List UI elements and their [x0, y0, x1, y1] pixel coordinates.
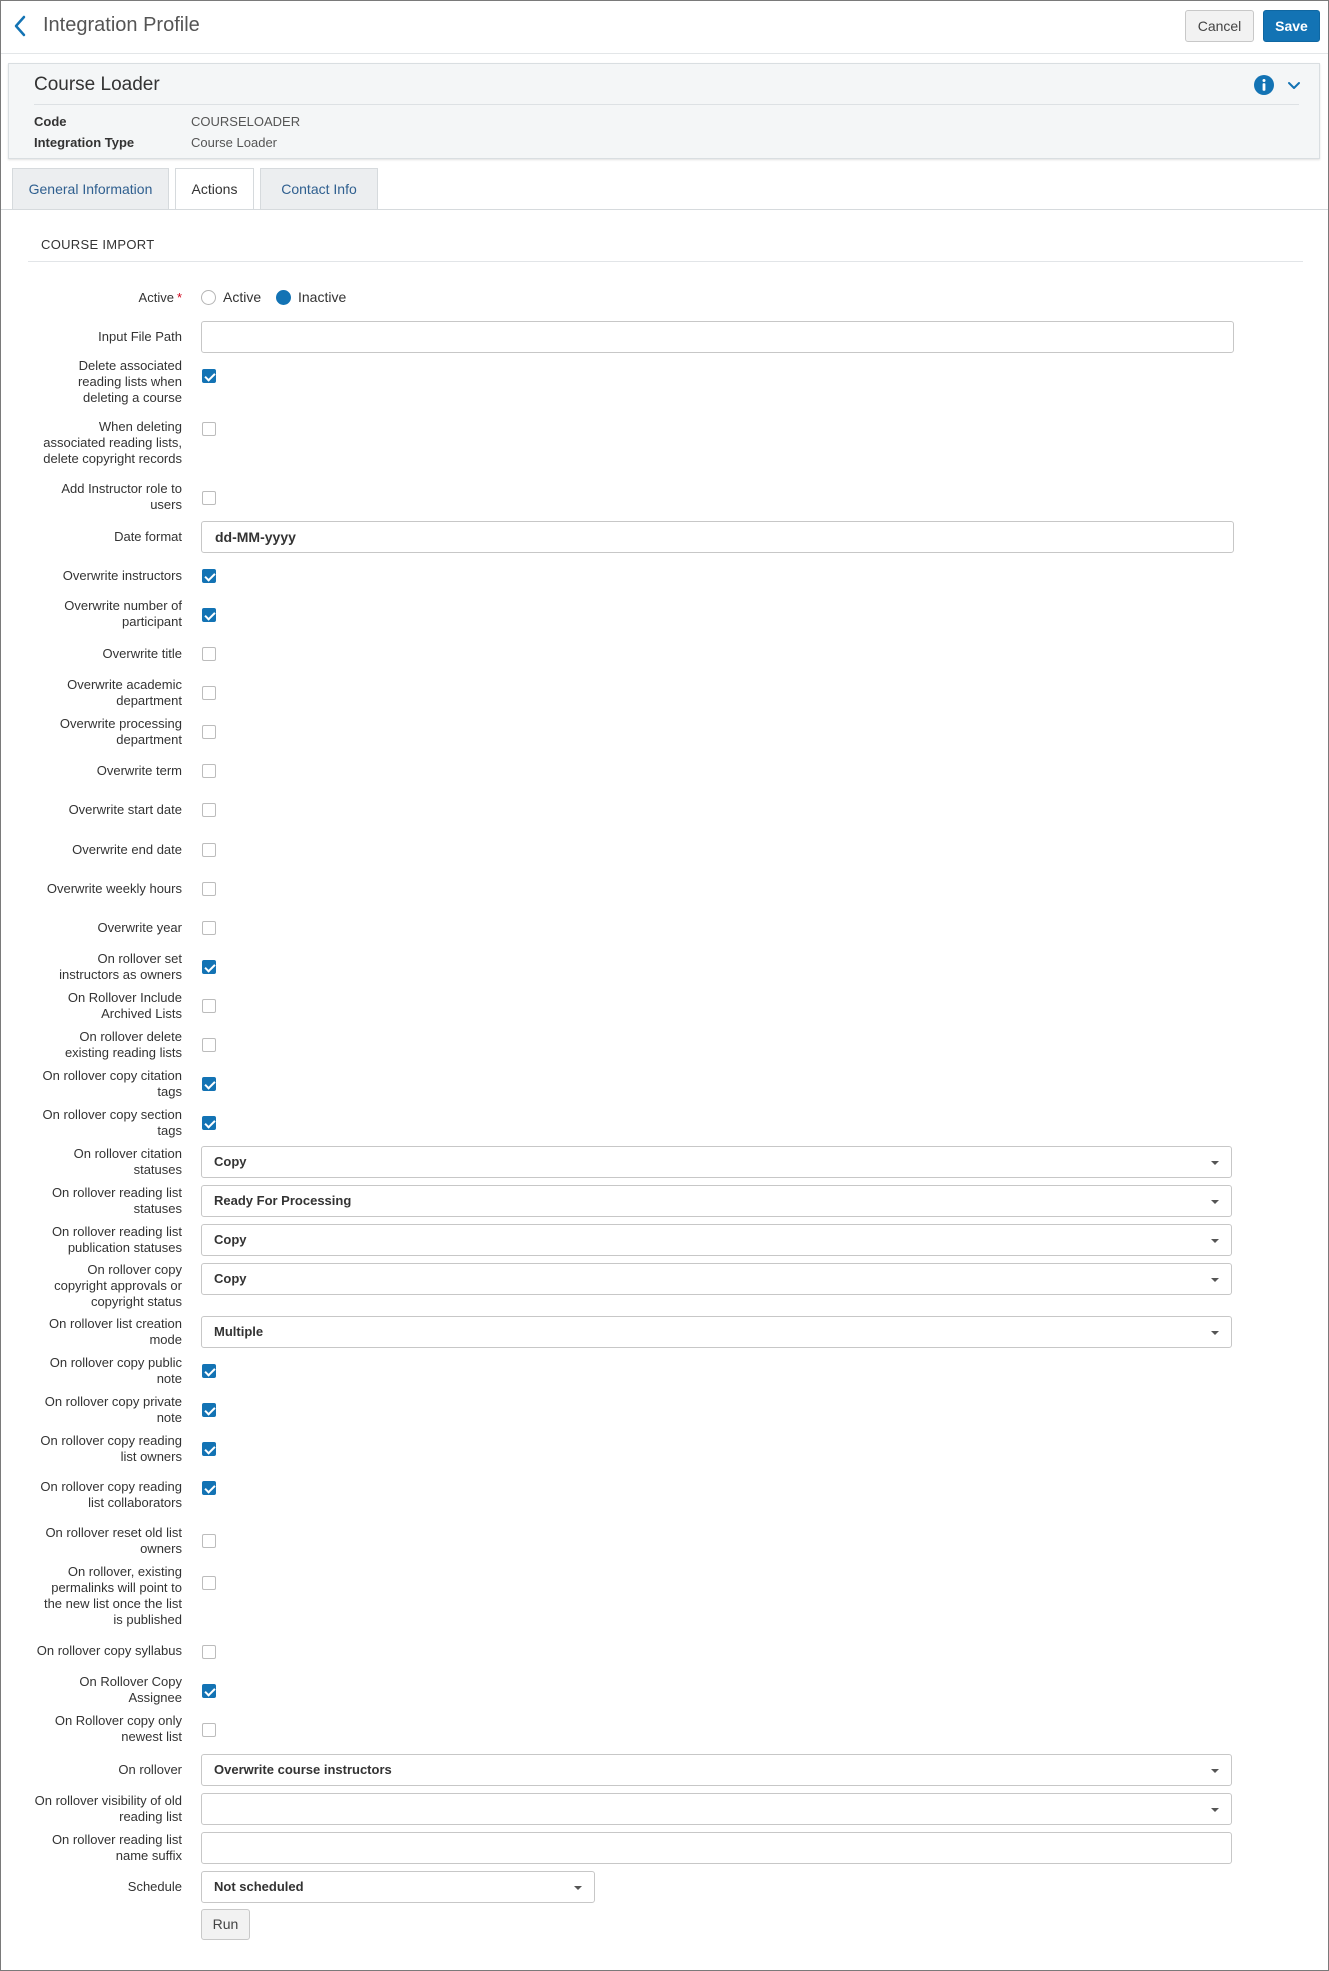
inactive-radio-label: Inactive [298, 289, 347, 305]
overwrite-start-date-checkbox[interactable] [202, 803, 216, 817]
required-marker: * [176, 290, 182, 305]
dropdown-caret-icon [1211, 1331, 1219, 1335]
rollover-creation-mode-select[interactable]: Multiple [201, 1316, 1232, 1348]
section-title: COURSE IMPORT [41, 237, 155, 252]
overwrite-processing-dept-checkbox[interactable] [202, 725, 216, 739]
delete-copyright-checkbox[interactable] [202, 422, 216, 436]
rollover-visibility-label: On rollover visibility of old reading list [34, 1793, 182, 1824]
save-button[interactable]: Save [1263, 10, 1320, 42]
integration-type-key: Integration Type [34, 135, 135, 150]
overwrite-participants-checkbox[interactable] [202, 608, 216, 622]
delete-copyright-label: When deleting associated reading lists, delete copyright records [43, 419, 182, 466]
section-divider [28, 261, 1303, 262]
dropdown-caret-icon [1211, 1161, 1219, 1165]
tab-actions[interactable]: Actions [175, 168, 254, 210]
rollover-instructors-owners-label: On rollover set instructors as owners [59, 951, 182, 982]
dropdown-caret-icon [1211, 1769, 1219, 1773]
rollover-delete-existing-checkbox[interactable] [202, 1038, 216, 1052]
rollover-section-tags-checkbox[interactable] [202, 1116, 216, 1130]
input-file-path-label: Input File Path [98, 329, 182, 344]
run-button[interactable]: Run [201, 1909, 250, 1940]
rollover-citation-statuses-select[interactable]: Copy [201, 1146, 1232, 1178]
rollover-copyright-label: On rollover copy copyright approvals or copyright status [54, 1262, 182, 1309]
tab-contact-info[interactable]: Contact Info [260, 168, 378, 209]
rollover-citation-statuses-label: On rollover citation statuses [73, 1146, 182, 1177]
add-instructor-role-label: Add Instructor role to users [61, 481, 182, 512]
overwrite-weekly-hours-label: Overwrite weekly hours [46, 881, 182, 896]
active-radio[interactable] [201, 290, 216, 305]
rollover-reset-owners-label: On rollover reset old list owners [45, 1525, 182, 1556]
integration-type-value: Course Loader [191, 135, 277, 150]
rollover-creation-mode-label: On rollover list creation mode [49, 1316, 182, 1347]
inactive-radio[interactable] [276, 290, 291, 305]
tab-general-information[interactable]: General Information [12, 168, 169, 209]
schedule-select[interactable]: Not scheduled [201, 1871, 595, 1903]
dropdown-caret-icon [1211, 1200, 1219, 1204]
overwrite-academic-dept-checkbox[interactable] [202, 686, 216, 700]
rollover-archived-label: On Rollover Include Archived Lists [67, 990, 182, 1021]
rollover-name-suffix-field[interactable] [201, 1832, 1232, 1864]
overwrite-end-date-label: Overwrite end date [72, 842, 182, 857]
overwrite-title-checkbox[interactable] [202, 647, 216, 661]
rollover-public-note-checkbox[interactable] [202, 1364, 216, 1378]
rollover-newest-only-label: On Rollover copy only newest list [54, 1713, 182, 1744]
rollover-copyright-select[interactable]: Copy [201, 1263, 1232, 1295]
rollover-syllabus-label: On rollover copy syllabus [36, 1643, 182, 1658]
overwrite-academic-dept-label: Overwrite academic department [67, 677, 182, 708]
overwrite-year-label: Overwrite year [97, 920, 182, 935]
rollover-permalinks-label: On rollover, existing permalinks will point to the new list once the list is published [43, 1564, 182, 1627]
tab-divider [1, 209, 1328, 210]
rollover-private-note-label: On rollover copy private note [44, 1394, 182, 1425]
add-instructor-role-checkbox[interactable] [202, 491, 216, 505]
overwrite-instructors-label: Overwrite instructors [62, 568, 182, 583]
rollover-private-note-checkbox[interactable] [202, 1403, 216, 1417]
code-value: COURSELOADER [191, 114, 301, 129]
dropdown-caret-icon [574, 1886, 582, 1890]
rollover-newest-only-checkbox[interactable] [202, 1723, 216, 1737]
rollover-citation-tags-label: On rollover copy citation tags [42, 1068, 182, 1099]
summary-divider [34, 104, 1299, 105]
active-radio-label: Active [223, 289, 262, 305]
cancel-button[interactable]: Cancel [1185, 10, 1254, 42]
overwrite-weekly-hours-checkbox[interactable] [202, 882, 216, 896]
overwrite-instructors-checkbox[interactable] [202, 569, 216, 583]
delete-reading-lists-checkbox[interactable] [202, 369, 216, 383]
info-icon[interactable] [1253, 74, 1275, 96]
input-file-path-field[interactable] [201, 321, 1234, 353]
rollover-visibility-select[interactable] [201, 1793, 1232, 1825]
overwrite-processing-dept-label: Overwrite processing department [59, 716, 182, 747]
dropdown-caret-icon [1211, 1808, 1219, 1812]
rollover-list-owners-checkbox[interactable] [202, 1442, 216, 1456]
rollover-reset-owners-checkbox[interactable] [202, 1534, 216, 1548]
overwrite-start-date-label: Overwrite start date [68, 802, 182, 817]
delete-reading-lists-label: Delete associated reading lists when deleting a course [77, 358, 182, 405]
profile-name: Course Loader [34, 74, 160, 95]
rollover-citation-tags-checkbox[interactable] [202, 1077, 216, 1091]
rollover-assignee-label: On Rollover Copy Assignee [79, 1674, 182, 1705]
dropdown-caret-icon [1211, 1239, 1219, 1243]
rollover-permalinks-checkbox[interactable] [202, 1576, 216, 1590]
rollover-instructors-owners-checkbox[interactable] [202, 960, 216, 974]
profile-summary-panel [8, 63, 1320, 159]
schedule-label: Schedule [127, 1879, 182, 1894]
rollover-public-note-label: On rollover copy public note [49, 1355, 182, 1386]
dropdown-caret-icon [1211, 1278, 1219, 1282]
rollover-assignee-checkbox[interactable] [202, 1684, 216, 1698]
overwrite-title-label: Overwrite title [102, 646, 182, 661]
date-format-field[interactable]: dd-MM-yyyy [201, 521, 1234, 553]
rollover-list-owners-label: On rollover copy reading list owners [40, 1433, 182, 1464]
rollover-publication-statuses-label: On rollover reading list publication statuses [51, 1224, 182, 1255]
rollover-collaborators-checkbox[interactable] [202, 1481, 216, 1495]
overwrite-term-label: Overwrite term [96, 763, 182, 778]
overwrite-participants-label: Overwrite number of participant [64, 598, 182, 629]
date-format-label: Date format [114, 529, 182, 544]
chevron-down-icon[interactable] [1284, 75, 1304, 95]
rollover-collaborators-label: On rollover copy reading list collaborators [40, 1479, 182, 1510]
on-rollover-label: On rollover [118, 1762, 182, 1777]
rollover-syllabus-checkbox[interactable] [202, 1645, 216, 1659]
overwrite-end-date-checkbox[interactable] [202, 843, 216, 857]
top-bar [1, 1, 1328, 54]
rollover-section-tags-label: On rollover copy section tags [42, 1107, 182, 1138]
rollover-name-suffix-label: On rollover reading list name suffix [51, 1832, 182, 1863]
active-label: Active * [138, 290, 182, 305]
page-title: Integration Profile [43, 14, 200, 36]
rollover-publication-statuses-select[interactable]: Copy [201, 1224, 1232, 1256]
code-key: Code [34, 114, 67, 129]
back-arrow-icon[interactable] [9, 12, 33, 40]
rollover-list-statuses-select[interactable]: Ready For Processing [201, 1185, 1232, 1217]
overwrite-year-checkbox[interactable] [202, 921, 216, 935]
rollover-list-statuses-label: On rollover reading list statuses [51, 1185, 182, 1216]
rollover-delete-existing-label: On rollover delete existing reading lists [64, 1029, 182, 1060]
on-rollover-select[interactable]: Overwrite course instructors [201, 1754, 1232, 1786]
rollover-archived-checkbox[interactable] [202, 999, 216, 1013]
overwrite-term-checkbox[interactable] [202, 764, 216, 778]
